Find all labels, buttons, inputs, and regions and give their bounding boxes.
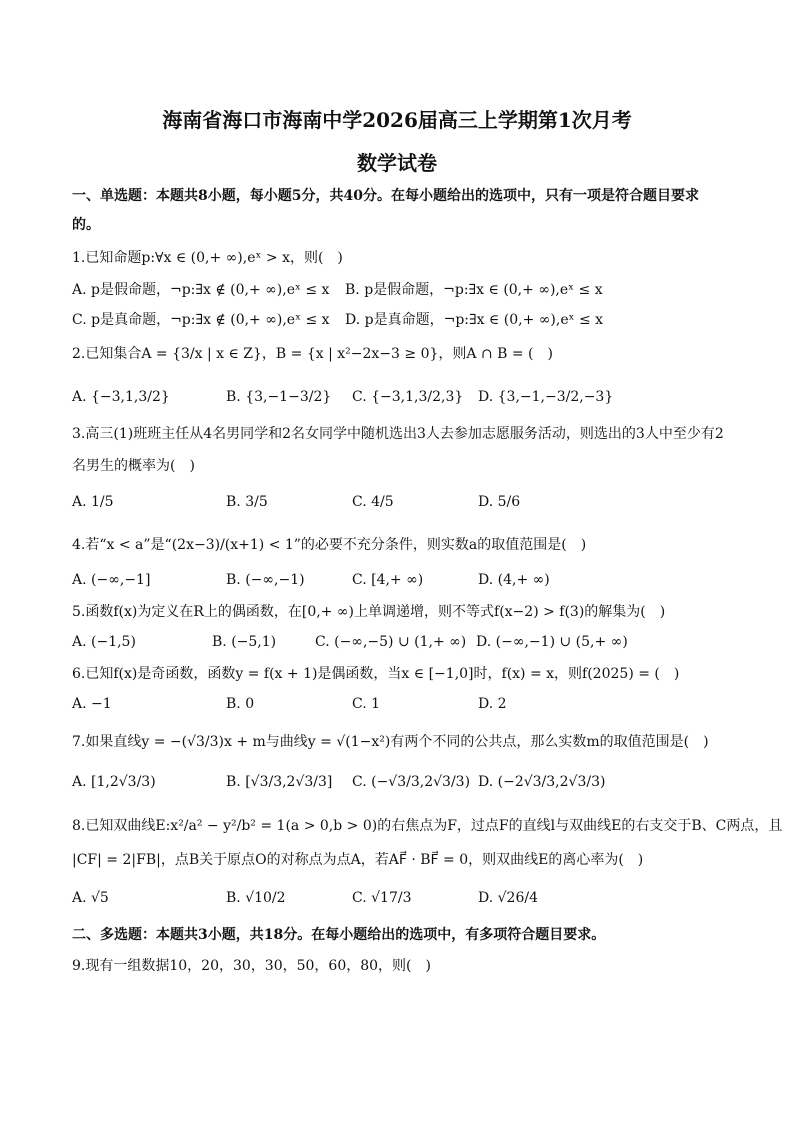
q3-option-a: A. 1/5 [72,494,114,510]
q1-option-c: C. p是真命题，¬p:∃x ∉ (0,+ ∞),eˣ ≤ x [72,312,330,328]
q7-option-b: B. [√3/3,2√3/3] [226,774,333,790]
q3-option-c: C. 4/5 [352,494,394,510]
q7-option-d: D. (−2√3/3,2√3/3) [478,774,606,790]
q5-stem: 5.函数f(x)为定义在R上的偶函数，在[0,+ ∞)上单调递增，则不等式f(x−2) > f(3)的解集为( ) [72,604,666,620]
q5-option-d: D. (−∞,−1) ∪ (5,+ ∞) [476,634,628,650]
q8-stem-line1: 8.已知双曲线E:x²/a² − y²/b² = 1(a > 0,b > 0)的右焦点为F，过点F的直线l与双曲线E的右支交于B、C两点，且 [72,818,783,834]
q4-stem: 4.若“x < a”是“(2x−3)/(x+1) < 1”的必要不充分条件，则实数a的取值范围是( ) [72,537,587,553]
q9-stem: 9.现有一组数据10，20，30，30，50，60，80，则( ) [72,958,431,974]
q2-stem: 2.已知集合A = {3/x | x ∈ Z}，B = {x | x²−2x−3 ≥ 0}，则A ∩ B = ( ) [72,346,553,362]
q6-option-a: A. −1 [72,696,112,712]
q2-option-c: C. {−3,1,3/2,3} [352,389,464,405]
page-subtitle: 数学试卷 [357,151,437,175]
q5-option-b: B. (−5,1) [212,634,277,650]
q6-option-b: B. 0 [226,696,255,712]
q4-option-d: D. (4,+ ∞) [478,572,550,588]
q1-option-b: B. p是假命题，¬p:∃x ∈ (0,+ ∞),eˣ ≤ x [345,282,603,298]
q1-option-d: D. p是真命题，¬p:∃x ∈ (0,+ ∞),eˣ ≤ x [345,312,604,328]
q8-option-b: B. √10/2 [226,890,286,906]
page-title: 海南省海口市海南中学2026届高三上学期第1次月考 [162,108,632,132]
q7-stem: 7.如果直线y = −(√3/3)x + m与曲线y = √(1−x²)有两个不同的公共点，那么实数m的取值范围是( ) [72,734,709,750]
q8-option-d: D. √26/4 [478,890,538,906]
q8-option-c: C. √17/3 [352,890,412,906]
q7-option-c: C. (−√3/3,2√3/3) [352,774,471,790]
q3-stem-line1: 3.高三(1)班班主任从4名男同学和2名女同学中随机选出3人去参加志愿服务活动，则选出的3人中至少有2 [72,426,724,442]
q3-option-b: B. 3/5 [226,494,268,510]
q7-option-a: A. [1,2√3/3) [72,774,156,790]
q2-option-a: A. {−3,1,3/2} [72,389,170,405]
q6-stem: 6.已知f(x)是奇函数，函数y = f(x + 1)是偶函数，当x ∈ [−1,0]时，f(x) = x，则f(2025) = ( ) [72,666,680,682]
section1-heading-line1: 一、单选题：本题共8小题，每小题5分，共40分。在每小题给出的选项中，只有一项是符合题目要求 [72,188,699,204]
q5-option-a: A. (−1,5) [72,634,136,650]
section1-heading-line2: 的。 [72,217,100,233]
q6-option-c: C. 1 [352,696,381,712]
section2-heading: 二、多选题：本题共3小题，共18分。在每小题给出的选项中，有多项符合题目要求。 [72,927,606,943]
q3-option-d: D. 5/6 [478,494,521,510]
q8-stem-line2: |CF| = 2|FB|，点B关于原点O的对称点为点A，若AF⃗ · BF⃗ = 0，则双曲线E的离心率为( ) [72,852,644,868]
q2-option-d: D. {3,−1,−3/2,−3} [478,389,614,405]
q4-option-b: B. (−∞,−1) [226,572,305,588]
q2-option-b: B. {3,−1−3/2} [226,389,332,405]
q3-stem-line2: 名男生的概率为( ) [72,458,195,474]
q4-option-a: A. (−∞,−1] [72,572,151,588]
q5-option-c: C. (−∞,−5) ∪ (1,+ ∞) [315,634,467,650]
q8-option-a: A. √5 [72,890,109,906]
q4-option-c: C. [4,+ ∞) [352,572,424,588]
q6-option-d: D. 2 [478,696,507,712]
q1-option-a: A. p是假命题，¬p:∃x ∉ (0,+ ∞),eˣ ≤ x [72,282,330,298]
q1-stem: 1.已知命题p:∀x ∈ (0,+ ∞),eˣ > x，则( ) [72,250,343,266]
